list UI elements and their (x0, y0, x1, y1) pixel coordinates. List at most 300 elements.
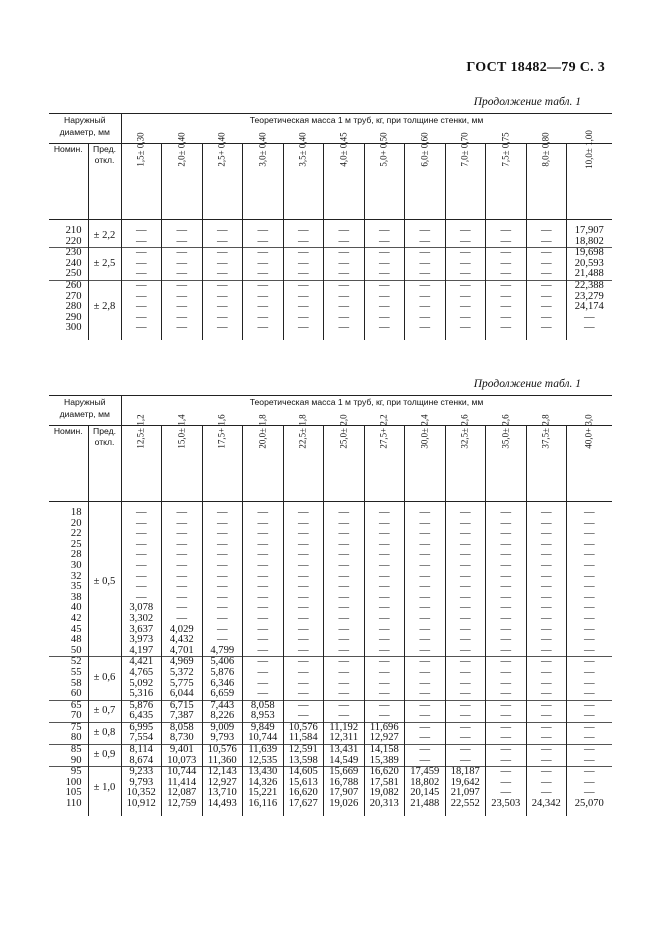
spacer-row (49, 334, 612, 340)
mass-value-cell: 8,953 (243, 711, 284, 722)
mass-value-cell: — (202, 614, 243, 625)
mass-value-cell: — (405, 657, 446, 668)
mass-value-cell: — (202, 292, 243, 303)
mass-value-cell: — (243, 593, 284, 604)
mass-value-cell: — (486, 689, 527, 700)
wall-thickness-header (364, 414, 405, 502)
mass-value-cell: — (202, 519, 243, 530)
nominal-diameter-cell: 290 (65, 311, 82, 323)
mass-value-cell: — (405, 722, 446, 733)
mass-value-cell: — (162, 292, 203, 303)
mass-value-cell: — (324, 323, 365, 334)
mass-value-cell: — (486, 711, 527, 722)
table-row (49, 323, 612, 334)
mass-value-cell: — (243, 657, 284, 668)
nominal-diameter-cell: 40 (70, 602, 82, 614)
wall-thickness-label: 27,5+ 2,2 (378, 414, 389, 449)
mass-value-cell: — (486, 519, 527, 530)
mass-value-cell: — (364, 689, 405, 700)
mass-value-cell: — (445, 756, 486, 767)
mass-value-cell: 14,158 (364, 745, 405, 756)
mass-value-cell: 9,793 (202, 733, 243, 744)
mass-value-cell: — (405, 508, 446, 519)
wall-thickness-label: 20,0± 1,8 (257, 414, 268, 449)
table-row (49, 550, 612, 561)
mass-value-cell: — (567, 603, 612, 614)
mass-value-cell: — (364, 226, 405, 237)
mass-value-cell: 13,431 (324, 745, 365, 756)
mass-value-cell: — (162, 259, 203, 270)
table-row (49, 540, 612, 551)
mass-value-cell: — (445, 657, 486, 668)
mass-value-cell: 23,503 (486, 799, 527, 810)
mass-value-cell: — (283, 519, 324, 530)
mass-value-cell: — (405, 519, 446, 530)
mass-value-cell: — (567, 756, 612, 767)
mass-value-cell: — (202, 540, 243, 551)
mass-value-cell: 24,174 (567, 302, 612, 313)
mass-value-cell: — (486, 625, 527, 636)
mass-value-cell: — (162, 237, 203, 248)
wall-thickness-label: 15,0± 1,4 (176, 414, 187, 449)
mass-value-cell: — (202, 248, 243, 259)
mass-value-cell: — (243, 323, 284, 334)
mass-value-cell: — (526, 679, 567, 690)
mass-value-cell: 19,698 (567, 248, 612, 259)
mass-value-cell: — (121, 550, 162, 561)
mass-value-cell: — (243, 292, 284, 303)
mass-value-cell: — (243, 582, 284, 593)
mass-value-cell: 11,192 (324, 722, 365, 733)
mass-value-cell: — (486, 657, 527, 668)
table-row (49, 269, 612, 280)
table-row (49, 582, 612, 593)
mass-value-cell: — (445, 668, 486, 679)
mass-value-cell: 16,116 (243, 799, 284, 810)
theoretical-mass-header: Теоретическая масса 1 м труб, кг, при толщине стенки, мм (121, 396, 612, 426)
mass-value-cell: — (243, 259, 284, 270)
mass-value-cell: — (283, 582, 324, 593)
mass-value-cell: — (526, 756, 567, 767)
mass-value-cell: — (324, 269, 365, 280)
wall-thickness-label: 32,5± 2,6 (459, 414, 470, 449)
spacer-cell (364, 810, 405, 816)
mass-value-cell: — (405, 614, 446, 625)
mass-value-cell: — (121, 269, 162, 280)
mass-value-cell: — (526, 280, 567, 291)
wall-thickness-label: 4,0± 0,45 (338, 132, 349, 167)
wall-thickness-label: 8,0± 0,80 (540, 132, 551, 167)
mass-value-cell: 5,876 (202, 668, 243, 679)
mass-value-cell: — (405, 292, 446, 303)
nominal-diameter-cell: 240 (65, 257, 82, 269)
spacer-cell (243, 810, 284, 816)
wall-thickness-header (526, 414, 567, 502)
nominal-diameter-cell: 95 (49, 767, 88, 778)
mass-value-cell: — (567, 722, 612, 733)
mass-value-cell: — (526, 259, 567, 270)
mass-value-cell: — (364, 603, 405, 614)
nominal-diameter-cell: 42 (70, 612, 82, 624)
mass-value-cell: — (162, 302, 203, 313)
mass-value-cell: — (445, 292, 486, 303)
mass-value-cell: 8,730 (162, 733, 203, 744)
table-row (49, 668, 612, 679)
mass-value-cell: — (121, 519, 162, 530)
mass-value-cell: 11,414 (162, 778, 203, 789)
mass-value-cell: — (567, 593, 612, 604)
mass-value-cell: — (445, 323, 486, 334)
mass-value-cell: — (445, 540, 486, 551)
page-header: ГОСТ 18482—79 С. 3 (466, 60, 605, 75)
mass-value-cell: 12,591 (283, 745, 324, 756)
mass-value-cell: 10,744 (162, 767, 203, 778)
mass-value-cell: — (526, 603, 567, 614)
mass-value-cell: — (405, 603, 446, 614)
mass-value-cell: — (324, 550, 365, 561)
nominal-diameter-cell: 25 (70, 538, 82, 550)
mass-value-cell: — (324, 711, 365, 722)
theoretical-mass-header: Теоретическая масса 1 м труб, кг, при толщине стенки, мм (121, 114, 612, 144)
mass-value-cell: 12,759 (162, 799, 203, 810)
table-row (49, 756, 612, 767)
mass-value-cell: — (405, 689, 446, 700)
mass-value-cell: 14,549 (324, 756, 365, 767)
mass-value-cell: — (162, 323, 203, 334)
nominal-diameter-cell: 48 (70, 634, 82, 646)
mass-value-cell: — (283, 302, 324, 313)
wall-thickness-header (283, 414, 324, 502)
mass-value-cell: — (445, 603, 486, 614)
mass-value-cell: 6,659 (202, 689, 243, 700)
mass-value-cell: 8,058 (162, 722, 203, 733)
mass-value-cell: — (405, 668, 446, 679)
mass-value-cell: — (364, 323, 405, 334)
mass-value-cell: 3,078 (121, 603, 162, 614)
mass-value-cell: — (202, 323, 243, 334)
mass-value-cell: — (243, 519, 284, 530)
mass-value-cell: 4,432 (162, 635, 203, 646)
mass-value-cell: — (283, 313, 324, 324)
table-row (49, 508, 612, 519)
mass-value-cell: 15,389 (364, 756, 405, 767)
table-row (49, 519, 612, 530)
mass-value-cell: — (202, 635, 243, 646)
nominal-diameter-cell: 20 (70, 517, 82, 529)
mass-value-cell: — (324, 540, 365, 551)
nominal-diameter-cell: 85 (49, 745, 88, 756)
mass-value-cell: 6,715 (162, 700, 203, 711)
mass-value-cell: 12,143 (202, 767, 243, 778)
table-row (49, 302, 612, 313)
mass-value-cell: 11,360 (202, 756, 243, 767)
mass-value-cell: 6,044 (162, 689, 203, 700)
tolerance-cell: ± 2,5 (88, 248, 121, 281)
spacer-cell (121, 334, 162, 340)
mass-value-cell: 18,802 (567, 237, 612, 248)
mass-value-cell: 7,387 (162, 711, 203, 722)
mass-value-cell: — (526, 561, 567, 572)
mass-value-cell: — (445, 313, 486, 324)
wall-thickness-header (162, 414, 203, 502)
mass-value-cell: — (445, 550, 486, 561)
tolerance-cell: ± 0,6 (88, 657, 121, 700)
spacer-cell (324, 810, 365, 816)
mass-value-cell: — (202, 561, 243, 572)
mass-value-cell: — (567, 679, 612, 690)
mass-value-cell: 8,114 (121, 745, 162, 756)
table-row (49, 711, 612, 722)
mass-value-cell: 17,581 (364, 778, 405, 789)
mass-value-cell: — (445, 226, 486, 237)
mass-value-cell: 12,535 (243, 756, 284, 767)
mass-value-cell: — (283, 248, 324, 259)
mass-value-cell: — (445, 700, 486, 711)
mass-value-cell: — (121, 593, 162, 604)
table-row (49, 646, 612, 657)
mass-value-cell: — (324, 593, 365, 604)
mass-value-cell: — (405, 745, 446, 756)
mass-table-2 (49, 395, 612, 816)
outer-diameter-header: Наружный диаметр, мм (49, 114, 121, 144)
mass-value-cell: 9,849 (243, 722, 284, 733)
mass-value-cell: 14,326 (243, 778, 284, 789)
nominal-diameter-cell: 75 (49, 722, 88, 733)
mass-value-cell: — (445, 711, 486, 722)
mass-value-cell: — (121, 529, 162, 540)
mass-value-cell: — (526, 625, 567, 636)
spacer-cell (88, 334, 121, 340)
mass-value-cell: — (162, 593, 203, 604)
mass-value-cell: — (121, 292, 162, 303)
table-continuation-label: Продолжение табл. 1 (473, 378, 581, 390)
mass-value-cell: 21,097 (445, 788, 486, 799)
mass-value-cell: — (526, 722, 567, 733)
mass-value-cell: — (486, 259, 527, 270)
mass-value-cell: — (486, 614, 527, 625)
mass-value-cell: — (486, 668, 527, 679)
wall-thickness-label: 12,5± 1,2 (135, 414, 146, 449)
wall-thickness-header (364, 132, 405, 220)
nominal-diameter-cell: 65 (49, 700, 88, 711)
nominal-diameter-cell: 270 (65, 290, 82, 302)
mass-value-cell: — (445, 572, 486, 583)
mass-value-cell: — (324, 292, 365, 303)
mass-value-cell: 4,765 (121, 668, 162, 679)
mass-value-cell: — (364, 679, 405, 690)
mass-value-cell: 10,576 (202, 745, 243, 756)
spacer-cell (324, 334, 365, 340)
mass-value-cell: — (324, 248, 365, 259)
mass-value-cell: — (121, 572, 162, 583)
mass-value-cell: — (121, 259, 162, 270)
mass-value-cell: 16,788 (324, 778, 365, 789)
mass-value-cell: — (526, 269, 567, 280)
wall-thickness-header (243, 132, 284, 220)
mass-value-cell: 10,352 (121, 788, 162, 799)
mass-value-cell: — (486, 529, 527, 540)
nominal-diameter-cell: 280 (65, 301, 82, 313)
mass-value-cell: — (162, 540, 203, 551)
mass-value-cell: — (405, 756, 446, 767)
mass-value-cell: 16,620 (364, 767, 405, 778)
mass-value-cell: 12,927 (202, 778, 243, 789)
mass-value-cell: 8,058 (243, 700, 284, 711)
mass-value-cell: 5,876 (121, 700, 162, 711)
mass-value-cell: — (405, 323, 446, 334)
mass-value-cell: — (486, 767, 527, 778)
mass-value-cell: — (243, 689, 284, 700)
wall-thickness-header (486, 414, 527, 502)
mass-value-cell: — (243, 269, 284, 280)
mass-value-cell: 3,973 (121, 635, 162, 646)
mass-value-cell: — (405, 679, 446, 690)
mass-value-cell: 11,584 (283, 733, 324, 744)
mass-value-cell: — (486, 593, 527, 604)
mass-value-cell: — (526, 572, 567, 583)
spacer-cell (526, 334, 567, 340)
mass-value-cell: 20,593 (567, 259, 612, 270)
wall-thickness-header (121, 414, 162, 502)
table-row (49, 313, 612, 324)
mass-value-cell: 11,696 (364, 722, 405, 733)
mass-value-cell: — (567, 323, 612, 334)
mass-value-cell: — (121, 323, 162, 334)
nominal-diameter-cell: 260 (49, 280, 88, 291)
nominal-diameter-cell: 250 (65, 268, 82, 280)
mass-value-cell: — (202, 603, 243, 614)
spacer-cell (567, 334, 612, 340)
mass-value-cell: — (364, 313, 405, 324)
mass-value-cell: — (202, 280, 243, 291)
mass-value-cell: — (405, 646, 446, 657)
mass-value-cell: 4,029 (162, 625, 203, 636)
mass-value-cell: — (364, 625, 405, 636)
mass-value-cell: — (364, 614, 405, 625)
wall-thickness-label: 35,0± 2,6 (500, 414, 511, 449)
nominal-diameter-cell: 220 (65, 235, 82, 247)
mass-value-cell: — (445, 689, 486, 700)
mass-value-cell: — (526, 778, 567, 789)
mass-value-cell: — (283, 292, 324, 303)
mass-value-cell: — (486, 582, 527, 593)
tolerance-cell: ± 0,5 (88, 508, 121, 657)
mass-value-cell: — (567, 582, 612, 593)
wall-thickness-header (324, 132, 365, 220)
mass-value-cell: — (405, 259, 446, 270)
mass-value-cell: — (283, 572, 324, 583)
outer-diameter-header: Наружный диаметр, мм (49, 396, 121, 426)
mass-value-cell: — (243, 603, 284, 614)
spacer-cell (202, 810, 243, 816)
mass-value-cell: — (526, 292, 567, 303)
mass-value-cell: — (243, 529, 284, 540)
mass-value-cell: — (324, 529, 365, 540)
mass-value-cell: — (202, 269, 243, 280)
mass-value-cell: 18,187 (445, 767, 486, 778)
mass-value-cell: — (283, 269, 324, 280)
mass-value-cell: — (243, 625, 284, 636)
mass-value-cell: — (324, 668, 365, 679)
mass-value-cell: — (405, 561, 446, 572)
mass-value-cell: — (405, 593, 446, 604)
mass-value-cell: — (526, 614, 567, 625)
spacer-cell (202, 334, 243, 340)
mass-value-cell: — (162, 280, 203, 291)
nominal-diameter-cell: 35 (70, 581, 82, 593)
nominal-diameter-cell: 90 (70, 754, 82, 766)
mass-value-cell: — (526, 323, 567, 334)
table-head-row (49, 396, 612, 426)
table-row (49, 799, 612, 810)
mass-value-cell: — (445, 259, 486, 270)
mass-value-cell: — (243, 646, 284, 657)
mass-value-cell: — (526, 711, 567, 722)
mass-value-cell: — (526, 689, 567, 700)
table-row (49, 529, 612, 540)
mass-value-cell: — (202, 572, 243, 583)
mass-value-cell: 15,613 (283, 778, 324, 789)
nominal-diameter-cell: 38 (70, 591, 82, 603)
mass-value-cell: — (405, 625, 446, 636)
mass-value-cell: — (405, 248, 446, 259)
mass-value-cell: — (445, 614, 486, 625)
mass-value-cell: — (324, 313, 365, 324)
mass-value-cell: — (567, 529, 612, 540)
mass-value-cell: 9,233 (121, 767, 162, 778)
mass-value-cell: — (567, 635, 612, 646)
mass-value-cell: — (324, 259, 365, 270)
mass-value-cell: — (243, 237, 284, 248)
mass-value-cell: — (405, 269, 446, 280)
table-row (49, 248, 612, 259)
mass-value-cell: — (162, 529, 203, 540)
tolerance-cell: ± 1,0 (88, 767, 121, 810)
mass-value-cell: 21,488 (567, 269, 612, 280)
wall-thickness-label: 22,5± 1,8 (297, 414, 308, 449)
spacer-cell (162, 334, 203, 340)
mass-value-cell: — (526, 657, 567, 668)
mass-table-1 (49, 113, 612, 340)
mass-value-cell: — (486, 745, 527, 756)
nominal-diameter-cell: 80 (70, 732, 82, 744)
mass-value-cell: — (567, 689, 612, 700)
mass-value-cell: 18,802 (405, 778, 446, 789)
mass-value-cell: 24,342 (526, 799, 567, 810)
mass-value-cell: — (567, 657, 612, 668)
mass-value-cell: — (526, 540, 567, 551)
mass-value-cell: — (526, 248, 567, 259)
wall-thickness-label: 7,5± 0,75 (500, 132, 511, 167)
mass-value-cell: — (243, 561, 284, 572)
nominal-diameter-cell: 28 (70, 549, 82, 561)
mass-value-cell: — (486, 302, 527, 313)
mass-value-cell: — (526, 635, 567, 646)
mass-value-cell: — (121, 561, 162, 572)
mass-value-cell: — (324, 582, 365, 593)
mass-value-cell: 14,605 (283, 767, 324, 778)
mass-value-cell: 10,576 (283, 722, 324, 733)
nominal-diameter-cell: 70 (70, 710, 82, 722)
mass-value-cell: — (567, 668, 612, 679)
spacer-cell (405, 810, 446, 816)
mass-value-cell: — (486, 226, 527, 237)
nominal-diameter-cell: 58 (70, 677, 82, 689)
table-row (49, 733, 612, 744)
mass-value-cell: — (445, 269, 486, 280)
mass-value-cell: — (283, 323, 324, 334)
mass-value-cell: — (526, 529, 567, 540)
